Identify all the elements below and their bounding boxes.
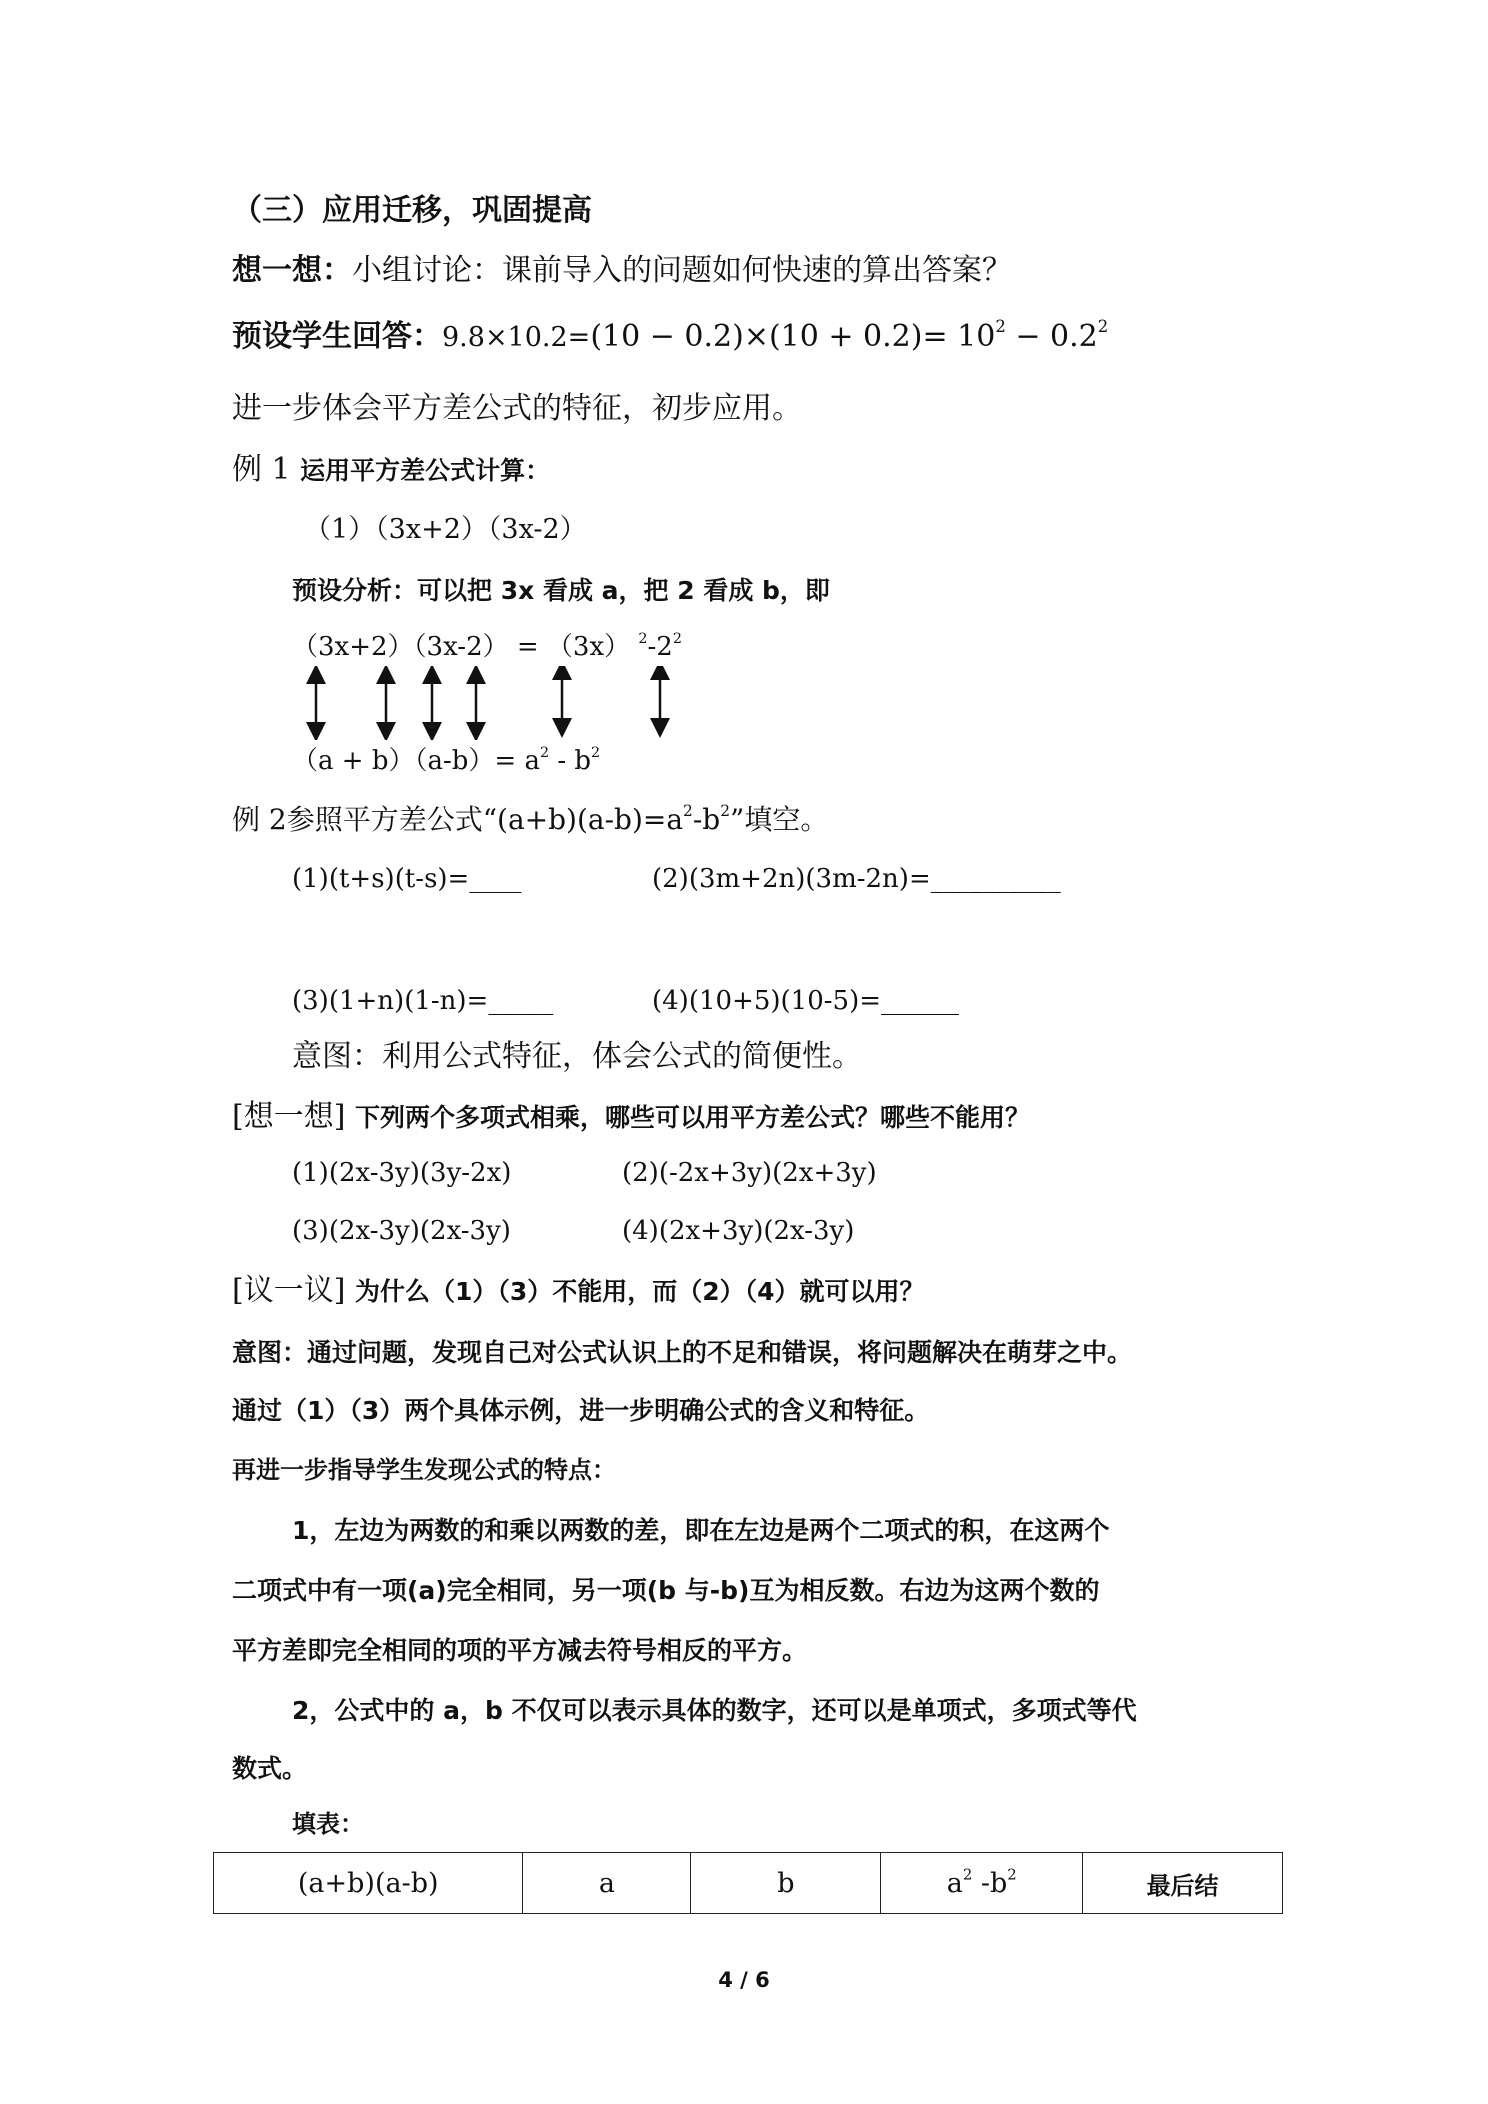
example1-item: （1）（3x+2）（3x-2） <box>304 514 587 545</box>
answer-label: 预设学生回答： <box>232 319 442 354</box>
example2-text-c: ”填空。 <box>730 803 829 836</box>
derivation-bot-exp2: 2 <box>591 744 601 761</box>
intent2-text1: 通过问题，发现自己对公式认识上的不足和错误，将问题解决在萌芽之中。 <box>307 1338 1133 1367</box>
example2-item-4: (4)(10+5)(10-5)=______ <box>652 986 960 1016</box>
table-cell-expression: (a+b)(a-b) <box>214 1853 523 1914</box>
derivation-top-a: （3x+2）（3x-2） = （3x） <box>292 632 639 662</box>
example1-line <box>232 452 551 487</box>
table-cell-b: b <box>691 1853 881 1914</box>
table-cell-difference: $a^2$ $-b^2$ <box>881 1853 1083 1914</box>
intent2-line1 <box>232 1340 1132 1365</box>
section-title: （三）应用迁移，巩固提高 <box>232 193 592 228</box>
example2-item-3: (3)(1+n)(1-n)=_____ <box>292 986 554 1016</box>
answer-expr-a: 9.8×10.2= <box>442 322 591 353</box>
table-cell-result: 最后结 <box>1083 1853 1283 1914</box>
think-text: 小组讨论：课前导入的问题如何快速的算出答案？ <box>352 253 1012 288</box>
example2-item-2: (2)(3m+2n)(3m-2n)=__________ <box>652 864 1061 894</box>
derivation-top-b: -2 <box>647 632 673 662</box>
think2-label: [想一想] <box>232 1099 346 1134</box>
discuss-text: 为什么（1）（3）不能用，而（2）（4）就可以用？ <box>354 1277 925 1306</box>
point1-line1: 1，左边为两数的和乘以两数的差，即在左边是两个二项式的积，在这两个 <box>292 1516 1110 1545</box>
derivation-bot-a: （a + b）（a-b）= a <box>292 746 540 776</box>
answer-exp1: 2 <box>995 316 1006 336</box>
fill-table <box>213 1852 1283 1914</box>
table-cell-a: a <box>523 1853 691 1914</box>
think-line <box>232 253 1012 288</box>
intent2-label: 意图： <box>232 1338 308 1367</box>
intent2-line2: 通过（1）（3）两个具体示例，进一步明确公式的含义和特征。 <box>232 1396 930 1425</box>
further-text: 进一步体会平方差公式的特征，初步应用。 <box>232 391 802 426</box>
discuss-line <box>232 1273 925 1308</box>
analysis-label: 预设分析： <box>292 576 418 605</box>
fill-table-label: 填表： <box>292 1810 364 1838</box>
example1-label: 例 1 <box>232 452 291 487</box>
table-row <box>214 1853 1283 1914</box>
think-label: 想一想： <box>232 253 352 288</box>
point2-line2: 数式。 <box>232 1754 308 1783</box>
discuss-label: [议一议] <box>232 1273 346 1308</box>
derivation-top-exp1: 2 <box>638 630 648 647</box>
example2-text-b: -b <box>692 803 721 836</box>
answer-exp2: 2 <box>1097 316 1109 336</box>
example2-text-a: 参照平方差公式“(a+b)(a-b)=a <box>286 803 684 836</box>
example2-exp1: 2 <box>683 801 693 820</box>
point2-line1: 2，公式中的 a，b 不仅可以表示具体的数字，还可以是单项式，多项式等代 <box>292 1696 1137 1725</box>
derivation-top <box>292 630 682 662</box>
think2-item-3: (3)(2x-3y)(2x-3y) <box>292 1216 511 1246</box>
example1-text: 运用平方差公式计算： <box>300 456 551 485</box>
derivation-top-exp2: 2 <box>672 630 682 647</box>
derivation-bot-exp1: 2 <box>539 744 550 761</box>
answer-expr-c: − 0.2 <box>1005 319 1098 354</box>
think2-line <box>232 1099 1030 1134</box>
answer-expr-b: (10 − 0.2)×(10 + 0.2)= 10 <box>590 319 996 354</box>
think2-item-1: (1)(2x-3y)(3y-2x) <box>292 1158 512 1188</box>
analysis-text: 可以把 3x 看成 a，把 2 看成 b，即 <box>417 576 830 605</box>
example2-exp2: 2 <box>720 801 731 820</box>
page-number: 4 / 6 <box>718 1968 770 1992</box>
point1-line3: 平方差即完全相同的项的平方减去符号相反的平方。 <box>232 1636 808 1665</box>
answer-line <box>232 316 1109 354</box>
guide-text: 再进一步指导学生发现公式的特点： <box>232 1456 616 1484</box>
analysis-line <box>292 578 830 603</box>
think2-text: 下列两个多项式相乘，哪些可以用平方差公式？哪些不能用？ <box>354 1103 1030 1132</box>
mapping-arrows <box>296 666 696 740</box>
intent1-text: 意图：利用公式特征，体会公式的简便性。 <box>292 1039 862 1074</box>
example2-line <box>232 801 829 836</box>
example2-item-1: (1)(t+s)(t-s)=____ <box>292 864 522 894</box>
example2-label: 例 2 <box>232 803 287 836</box>
think2-item-4: (4)(2x+3y)(2x-3y) <box>622 1216 855 1246</box>
derivation-bottom <box>292 744 601 776</box>
point1-line2: 二项式中有一项(a)完全相同，另一项(b 与-b)互为相反数。右边为这两个数的 <box>232 1576 1100 1605</box>
think2-item-2: (2)(-2x+3y)(2x+3y) <box>622 1158 877 1188</box>
derivation-bot-b: - b <box>549 746 592 776</box>
